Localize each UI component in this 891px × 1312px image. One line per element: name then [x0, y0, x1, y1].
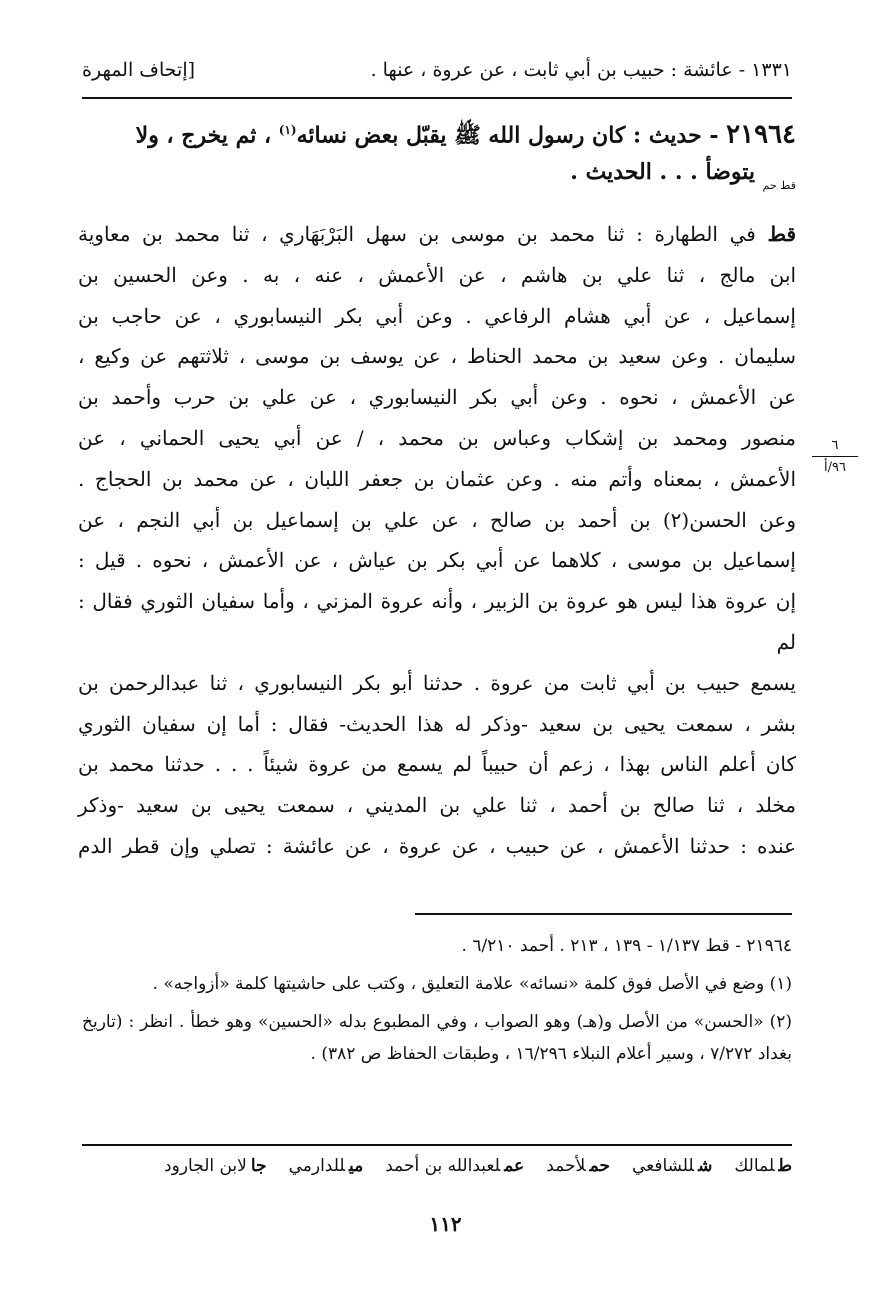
manuscript-folio-marker: [812, 438, 858, 475]
margin-bottom: ٩٦/أ: [824, 460, 846, 475]
page-header: [82, 52, 792, 88]
margin-top: ٦: [831, 438, 839, 453]
page-number: ١١٢: [429, 1212, 462, 1236]
body-line: قط في الطهارة : ثنا محمد بن موسى بن سهل البَرْبَهَاري ، ثنا محمد بن معاوية: [78, 222, 796, 246]
body-line: الأعمش ، بمعناه وأتم منه . وعن عثمان بن جعفر اللبان ، عن محمد بن الحجاج .: [78, 466, 796, 491]
notes-divider: [415, 913, 792, 915]
legend-item: طلمالك: [734, 1156, 792, 1176]
footnotes: [82, 930, 792, 1076]
body-line: إن عروة هذا ليس هو عروة بن الزبير ، وأنه عروة المزني ، وأما سفيان الثوري فقال : لم: [78, 589, 796, 654]
hadith-number: ٢١٩٦٤: [726, 119, 796, 150]
body-line: وعن الحسن(٢) بن أحمد بن صالح ، عن علي بن إسماعيل بن أبي النجم ، عن: [78, 507, 796, 532]
hadith-text-b: ، ثم يخرج ، ولا: [135, 122, 272, 149]
body-line: إسماعيل بن موسى ، كلاهما عن أبي بكر بن عياش ، عن الأعمش ، نحوه . قيل :: [78, 548, 796, 573]
body-line: إسماعيل ، عن أبي هشام الرفاعي . وعن أبي بكر النيسابوري ، عن حاجب بن: [78, 303, 796, 328]
footnote-ref-1: (١): [278, 123, 297, 137]
body-line: ابن مالج ، ثنا علي بن هاشم ، عن الأعمش ، عنه ، به . وعن الحسين بن: [78, 262, 796, 287]
legend-divider: [82, 1144, 792, 1146]
running-title: ١٣٣١ - عائشة : حبيب بن أبي ثابت ، عن عروة ، عنها .: [370, 59, 792, 81]
source-sigla: قط حم: [762, 179, 796, 193]
legend-item: شللشافعي: [631, 1156, 713, 1176]
isnad-body: [78, 214, 796, 867]
legend-item: حملأحمد: [546, 1156, 610, 1176]
legend-item: ميللدارمي: [288, 1156, 364, 1176]
legend-item: عملعبدالله بن أحمد: [385, 1156, 525, 1176]
header-divider: [82, 97, 792, 99]
body-line: عن الأعمش ، نحوه . وعن أبي بكر النيسابوري ، عن علي بن حرب وأحمد بن: [78, 385, 796, 410]
source-lead: قط: [767, 222, 796, 246]
body-line: عنده : حدثنا الأعمش ، عن حبيب ، عن عروة ، عن عائشة : تصلي وإن قطر الدم: [78, 833, 796, 858]
footnote-1: (١) وضع في الأصل فوق كلمة «نسائه» علامة التعليق ، وكتب على حاشيتها كلمة «أزواجه» .: [152, 974, 792, 994]
body-line: منصور ومحمد بن إشكاب وعباس بن محمد ، / عن أبي يحيى الحماني ، عن: [78, 425, 796, 450]
body-line: يسمع حبيب بن أبي ثابت من عروة . حدثنا أبو بكر النيسابوري ، ثنا عبدالرحمن بن: [78, 670, 796, 695]
body-line: بشر ، سمعت يحيى بن سعيد -وذكر له هذا الحديث- فقال : أما إن سفيان الثوري: [78, 711, 796, 736]
book-title: [إتحاف المهرة: [82, 59, 196, 81]
footnote-2: (٢) «الحسن» من الأصل و(هـ) وهو الصواب ، وفي المطبوع بدله «الحسين» وهو خطأ . انظر : (تاريخ بغداد ٧/٢٧٢ ، وسير أعلام النبلاء ١٦/٢٩٦ ، وطبقات الحفاظ ص ٣٨٢) .: [82, 1012, 792, 1064]
body-line: مخلد ، ثنا صالح بن أحمد ، ثنا علي بن المديني ، سمعت يحيى بن سعيد -وذكر: [78, 793, 796, 818]
margin-divider: [812, 456, 858, 457]
hadith-text-c: يتوضأ . . . الحديث .: [570, 159, 755, 186]
body-line: سليمان . وعن سعيد بن محمد الحناط ، عن يوسف بن موسى ، ثلاثتهم عن وكيع ،: [78, 344, 796, 369]
legend-item: جالابن الجارود: [164, 1156, 267, 1176]
sources-line: ٢١٩٦٤ - قط ١/١٣٧ - ١٣٩ ، ٢١٣ . أحمد ٦/٢١٠ .: [461, 936, 792, 956]
abbreviation-legend: [82, 1156, 792, 1176]
hadith-text-a: - حديث : كان رسول الله ﷺ يقبّل بعض نسائه: [296, 122, 719, 149]
body-line: كان أعلم الناس بهذا ، زعم أن حبيباً لم يسمع من عروة شيئاً . . . حدثنا محمد بن: [78, 752, 796, 777]
hadith-heading: [78, 112, 796, 194]
